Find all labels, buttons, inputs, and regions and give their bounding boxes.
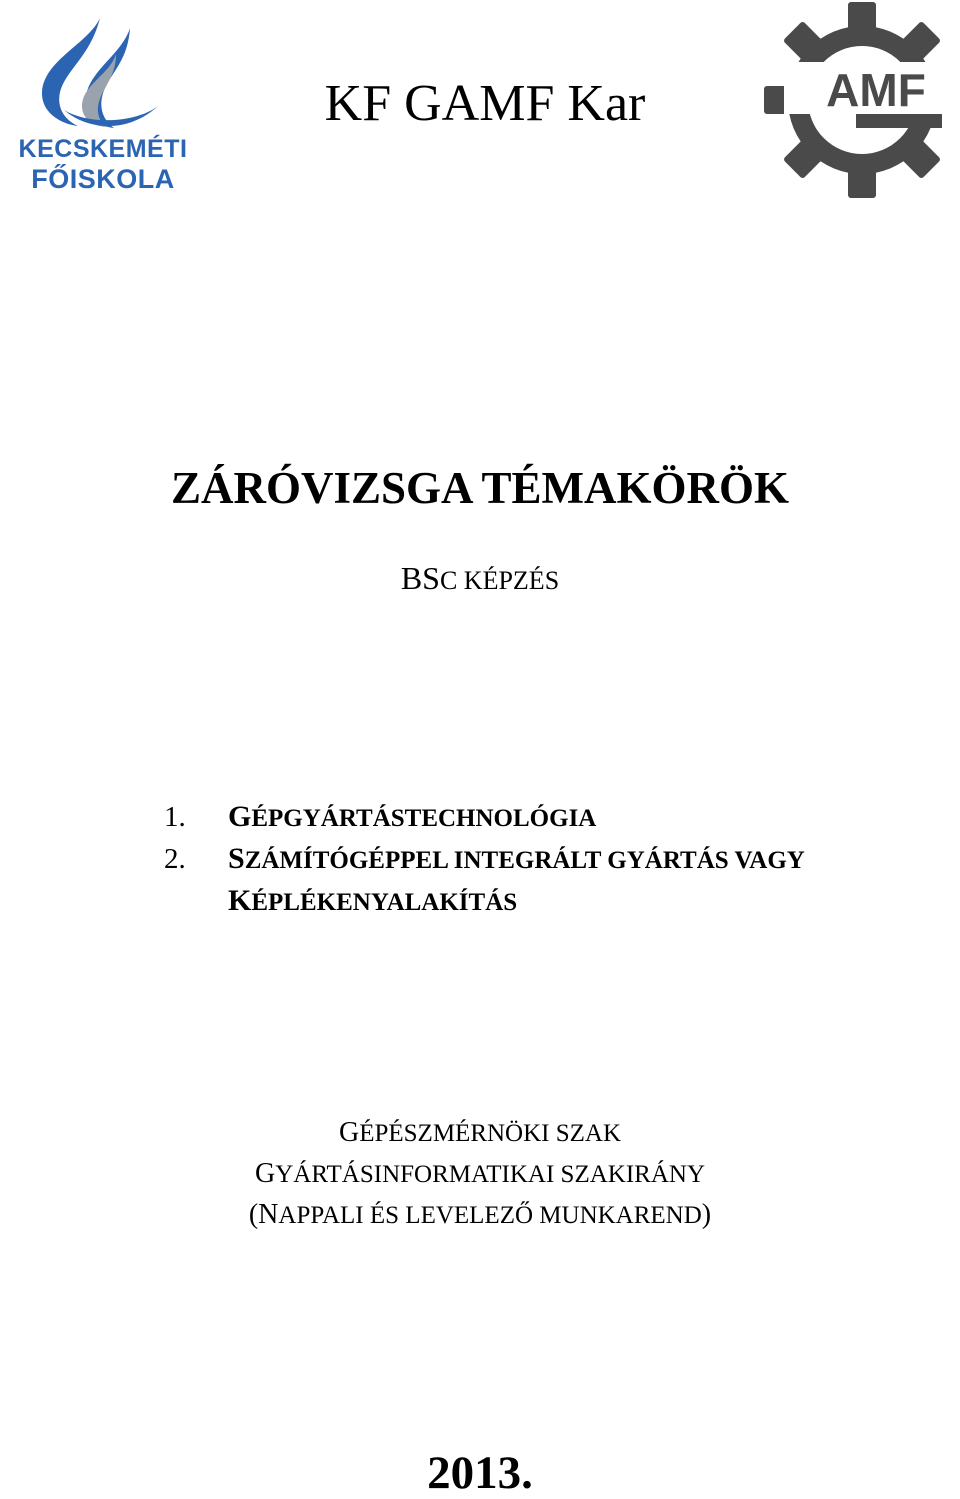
list-item-first: K: [228, 884, 252, 917]
list-item: [160, 797, 920, 839]
program-line-first: G: [338, 1117, 360, 1148]
program-line-rest: APPALI ÉS LEVELEZŐ MUNKAREND: [278, 1202, 702, 1229]
list-item-rest: ÉPGYÁRTÁSTECHNOLÓGIA: [251, 805, 597, 832]
program-line-first: (N: [248, 1199, 279, 1230]
main-heading: ZÁRÓVIZSGA TÉMAKÖRÖK: [170, 463, 790, 513]
gear-logo-text: AMF: [826, 64, 926, 116]
subheading-first: BS: [400, 560, 440, 596]
subheading-rest: C KÉPZÉS: [439, 566, 560, 595]
program-line-rest: ÉPÉSZMÉRNÖKI SZAK: [359, 1120, 622, 1147]
program-info: [0, 1113, 960, 1236]
topics-list: [160, 797, 920, 923]
list-item: [160, 839, 920, 881]
program-line: [0, 1195, 960, 1236]
list-item-first: G: [228, 800, 252, 833]
logo-text-foiskola: FŐISKOLA: [31, 164, 175, 194]
list-item-continuation: [160, 881, 920, 923]
list-item-rest: ÉPLÉKENYALAKÍTÁS: [251, 889, 518, 916]
list-item-number: 2.: [164, 843, 186, 875]
program-line-last: ): [701, 1199, 712, 1230]
list-item-rest: ZÁMÍTÓGÉPPEL INTEGRÁLT GYÁRTÁS VAGY: [244, 847, 805, 874]
subheading: [0, 560, 960, 599]
logo-text-kecskemeti: KECSKEMÉTI: [18, 135, 188, 163]
program-line-rest: YÁRTÁSINFORMATIKAI SZAKIRÁNY: [275, 1161, 705, 1188]
document-year: 2013.: [427, 1447, 533, 1499]
list-item-number: 1.: [164, 801, 186, 833]
program-line: [0, 1154, 960, 1195]
program-line: [0, 1113, 960, 1154]
program-line-first: G: [255, 1158, 276, 1189]
page-title: KF GAMF Kar: [324, 75, 646, 132]
list-item-first: S: [228, 842, 245, 875]
